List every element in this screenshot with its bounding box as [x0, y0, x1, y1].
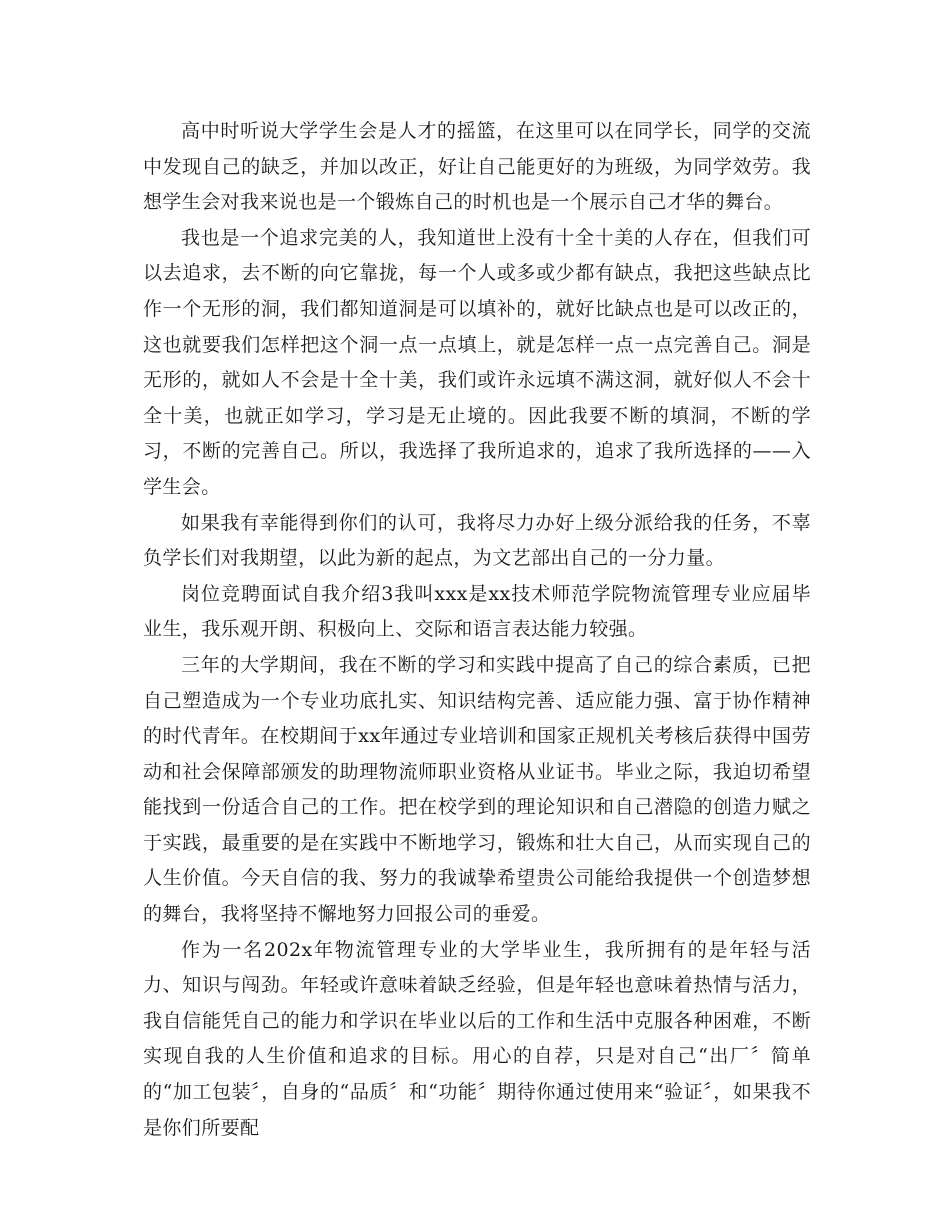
paragraph-graduate-statement: 作为一名202x年物流管理专业的大学毕业生，我所拥有的是年轻与活力、知识与闯劲。年轻或许意味着缺乏经验，但是年轻也意味着热情与活力，我自信能凭自己的能力和学识在毕业以后的工作和生活中克服各种困难，不断实现自我的人生价值和追求的目标。用心的自荐，只是对自己“出厂〞简单的“加工包装〞，自身的“品质〞和“功能〞期待你通过使用来“验证〞，如果我不是你们所要配: [143, 938, 811, 1139]
paragraph-pursuit-of-perfection: 我也是一个追求完美的人，我知道世上没有十全十美的人存在，但我们可以去追求，去不断的向它靠拢，每一个人或多或少都有缺点，我把这些缺点比作一个无形的洞，我们都知道洞是可以填补的，就好比缺点也是可以改正的，这也就要我们怎样把这个洞一点一点填上，就是怎样一点一点完善自己。洞是无形的，就如人不会是十全十美，我们或许永远填不满这洞，就好似人不会十全十美，也就正如学习，学习是无止境的。因此我要不断的填洞，不断的学习，不断的完善自己。所以，我选择了我所追求的，追求了我所选择的——入学生会。: [143, 226, 811, 498]
paragraph-commitment: 如果我有幸能得到你们的认可，我将尽力办好上级分派给我的任务，不辜负学长们对我期望，以此为新的起点，为文艺部出自己的一分力量。: [143, 511, 811, 570]
paragraph-student-union-intro: 高中时听说大学学生会是人才的摇篮，在这里可以在同学长，同学的交流中发现自己的缺乏，并加以改正，好让自己能更好的为班级，为同学效劳。我想学生会对我来说也是一个锻炼自己的时机也是一个展示自己才华的舞台。: [143, 120, 811, 214]
document-body: [143, 114, 811, 1146]
paragraph-self-introduction: 岗位竞聘面试自我介绍3我叫xxx是xx技术师范学院物流管理专业应届毕业生，我乐观开朗、积极向上、交际和语言表达能力较强。: [143, 582, 811, 641]
paragraph-college-experience: 三年的大学期间，我在不断的学习和实践中提高了自己的综合素质，已把自己塑造成为一个专业功底扎实、知识结构完善、适应能力强、富于协作精神的时代青年。在校期间于xx年通过专业培训和国家正规机关考核后获得中国劳动和社会保障部颁发的助理物流师职业资格从业证书。毕业之际，我迫切希望能找到一份适合自己的工作。把在校学到的理论知识和自己潜隐的创造力赋之于实践，最重要的是在实践中不断地学习，锻炼和壮大自己，从而实现自己的人生价值。今天自信的我、努力的我诚挚希望贵公司能给我提供一个创造梦想的舞台，我将坚持不懈地努力回报公司的垂爱。: [143, 653, 811, 926]
